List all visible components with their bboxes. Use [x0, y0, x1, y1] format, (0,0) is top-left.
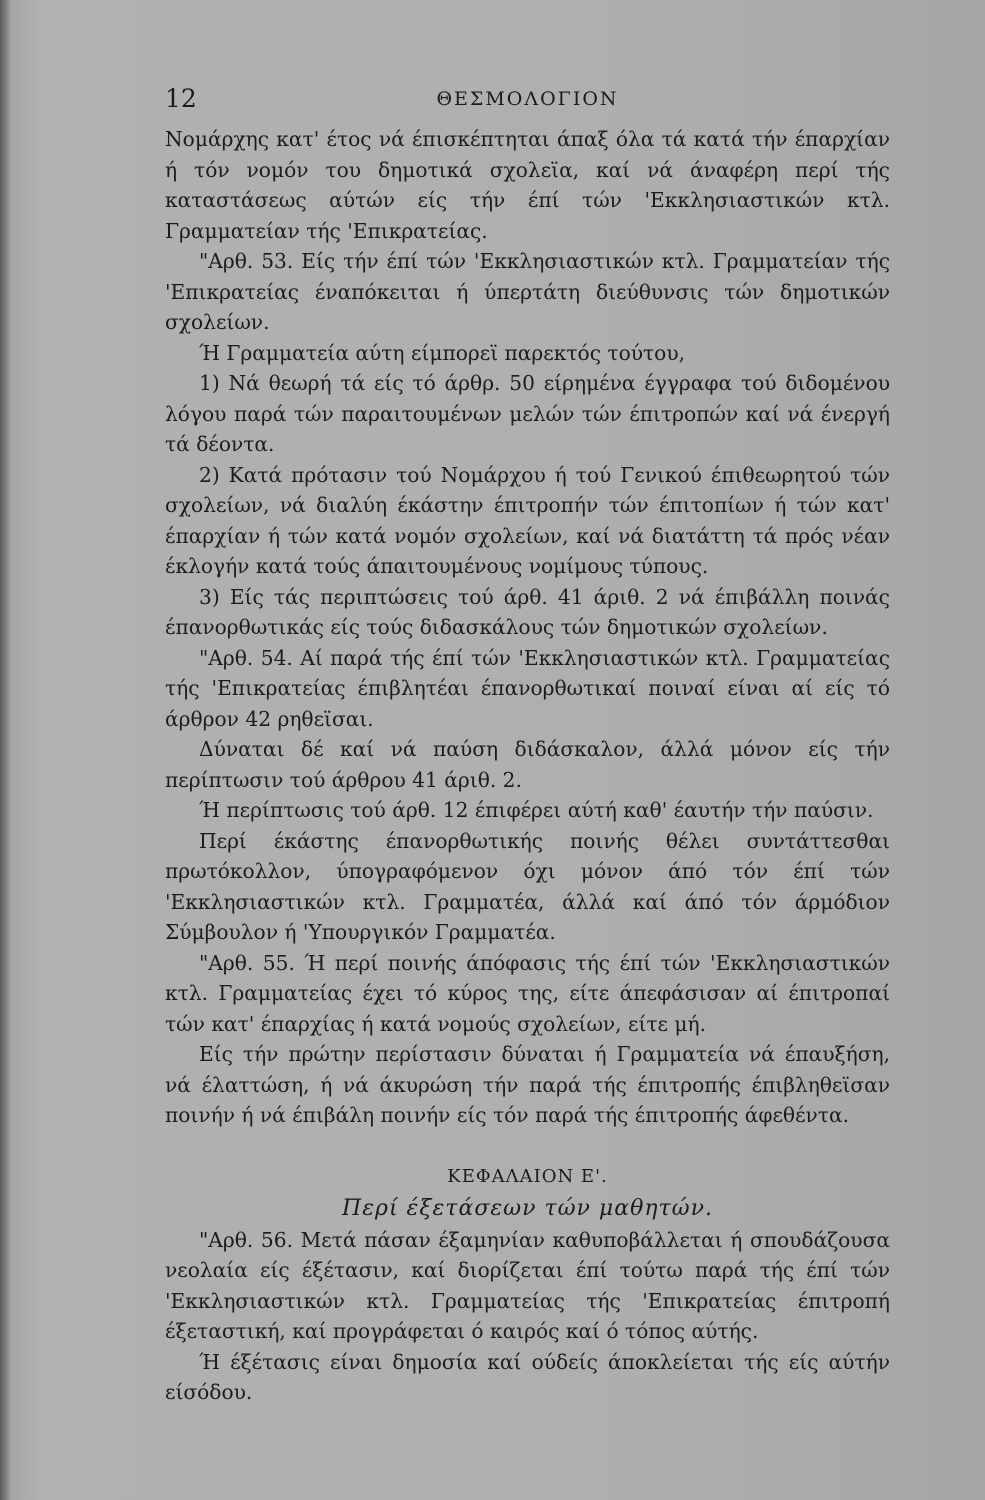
page-body	[165, 124, 890, 1408]
article-55: "Αρθ. 55. Ή περί ποινής άπόφασις τής έπί τών 'Εκκλησιαστικών κτλ. Γραμματείας έχει τό κύρος της, είτε άπεφάσισαν αί έπιτροπαί τών κατ' έπαρχίας ή κατά νομούς σχολείων, είτε μή.	[165, 950, 890, 1036]
paragraph: Ή περίπτωσις τού άρθ. 12 έπιφέρει αύτή καθ' έαυτήν τήν παύσιν.	[199, 798, 874, 822]
page-header	[165, 84, 890, 118]
article-54: "Αρθ. 54. Αί παρά τής έπί τών 'Εκκλησιαστικών κτλ. Γραμματείας τής 'Επικρατείας έπιβλητέαι έπανορθωτικαί ποιναί είναι αί είς τό άρθρον 42 ρηθεϊσαι.	[165, 645, 890, 731]
article-53: "Αρθ. 53. Είς τήν έπί τών 'Εκκλησιαστικών κτλ. Γραμματείαν τής 'Επικρατείας έναπόκειται ή ύπερτάτη διεύθυνσις τών δημοτικών σχολείων.	[165, 249, 890, 334]
list-item-1: 1) Νά θεωρή τά είς τό άρθρ. 50 είρημένα έγγραφα τού διδομένου λόγου παρά τών παραιτουμένων μελών τών έπιτροπών καί νά ένεργή τά δέοντα.	[165, 371, 890, 456]
list-item-3: 3) Είς τάς περιπτώσεις τού άρθ. 41 άριθ. 2 νά έπιβάλλη ποινάς έπανορθωτικάς είς τούς διδασκάλους τών δημοτικών σχολείων.	[165, 584, 890, 639]
paragraph: Είς τήν πρώτην περίστασιν δύναται ή Γραμματεία νά έπαυξήση, νά έλαττώση, ή νά άκυρώση τήν παρά τής έπιτροπής έπιβληθεϊσαν ποινήν ή νά έπιβάλη ποινήν είς τόν παρά τής έπιτροπής άφεθέντα.	[165, 1042, 890, 1127]
list-item-2: 2) Κατά πρότασιν τού Νομάρχου ή τού Γενικού έπιθεωρητού τών σχολείων, νά διαλύη έκάστην έπιτροπήν τών έπιτοπίων ή τών κατ' έπαρχίαν ή τών κατά νομόν σχολείων, καί νά διατάττη τά πρός νέαν έκλογήν κατά τούς άπαιτουμένους νομίμους τύπους.	[165, 462, 890, 578]
paragraph: Ή έξέτασις είναι δημοσία καί ούδείς άποκλείεται τής είς αύτήν είσόδου.	[165, 1349, 890, 1404]
page-number: 12	[165, 84, 197, 113]
chapter-title: Περί έξετάσεων τών μαθητών.	[342, 1195, 713, 1221]
paragraph: Ή Γραμματεία αύτη είμπορεϊ παρεκτός τούτου,	[199, 340, 686, 365]
article-56: "Αρθ. 56. Μετά πάσαν έξαμηνίαν καθυποβάλλεται ή σπουδάζουσα νεολαία είς έξέτασιν, καί διορίζεται έπί τούτω παρά τής έπί τών 'Εκκλησιαστικών κτλ. Γραμματείας τής 'Επικρατείας έπιτροπή έξεταστική, καί προγράφεται ό καιρός καί ό τόπος αύτής.	[165, 1227, 890, 1343]
page-binding-edge	[0, 0, 10, 1500]
running-title: ΘΕΣΜΟΛΟΓΙΟΝ	[436, 88, 619, 110]
chapter-heading: ΚΕΦΑΛΑΙΟΝ Ε'.	[447, 1165, 608, 1187]
paragraph-continued: Νομάρχης κατ' έτος νά έπισκέπτηται άπαξ όλα τά κατά τήν έπαρχίαν ή τόν νομόν του δημοτικά σχολεϊα, καί νά άναφέρη περί τής καταστάσεως αύτών είς τήν έπί τών 'Εκκλησιαστικών κτλ. Γραμματείαν τής 'Επικρατείας.	[165, 127, 890, 243]
paragraph: Περί έκάστης έπανορθωτικής ποινής θέλει συντάττεσθαι πρωτόκολλον, ύπογραφόμενον όχι μόνον άπό τόν έπί τών 'Εκκλησιαστικών κτλ. Γραμματέα, άλλά καί άπό τόν άρμόδιον Σύμβουλον ή 'Υπουργικόν Γραμματέα.	[165, 828, 890, 944]
paragraph: Δύναται δέ καί νά παύση διδάσκαλον, άλλά μόνον είς τήν περίπτωσιν τού άρθρου 41 άριθ. 2.	[165, 737, 890, 792]
